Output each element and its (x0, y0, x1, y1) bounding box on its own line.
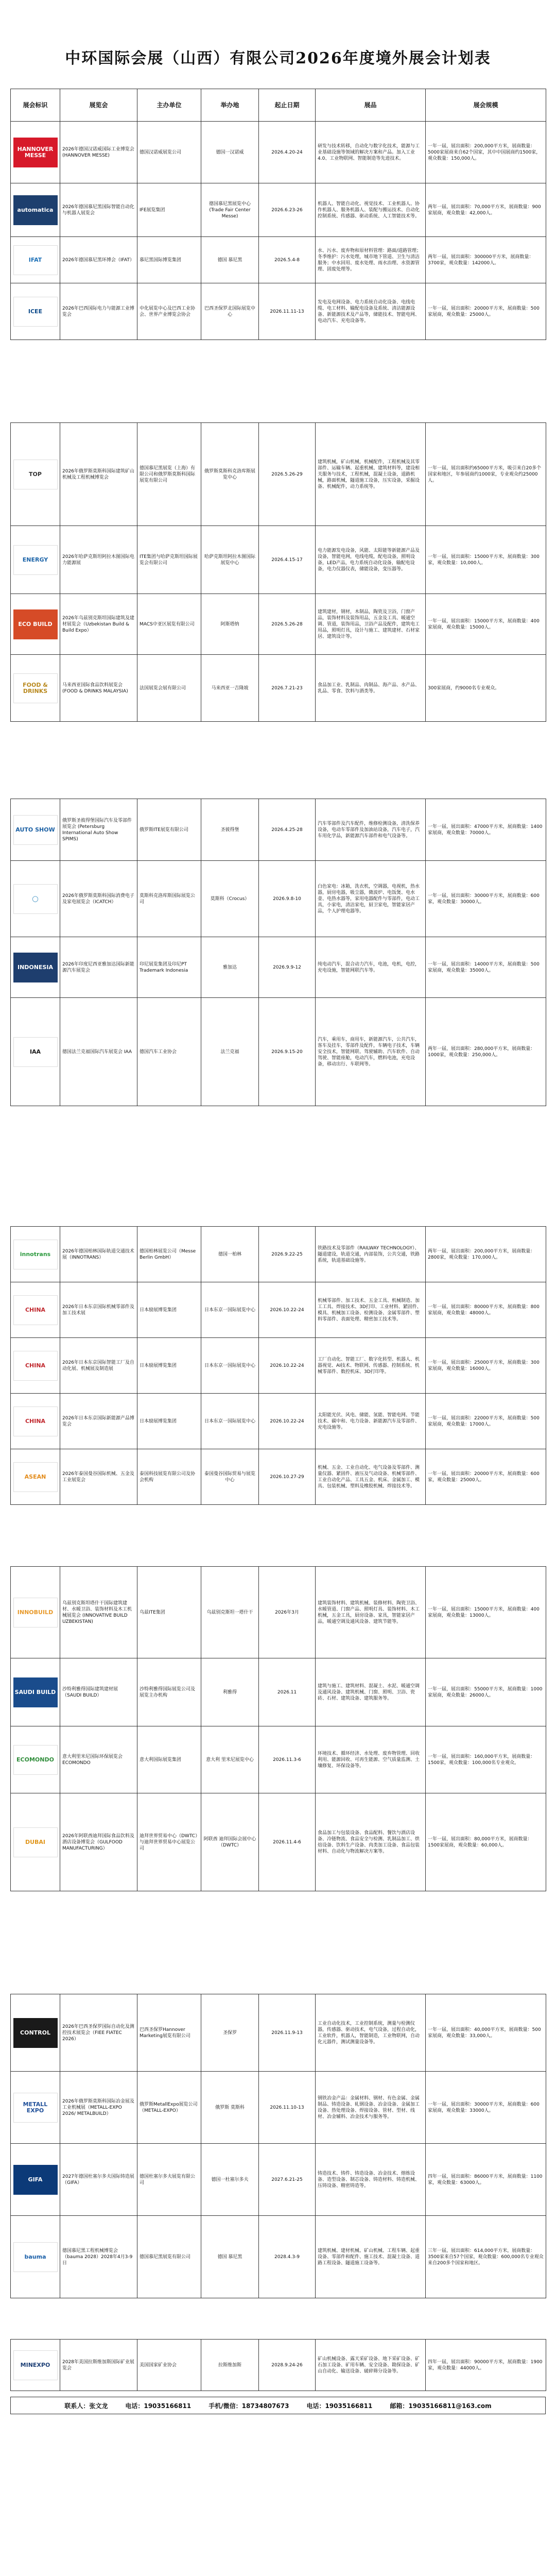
logo-cell (11, 2216, 60, 2298)
header-row (11, 89, 546, 122)
logo-cell (11, 1282, 60, 1338)
table-row (11, 237, 546, 283)
venue-cell: 哈萨克斯坦阿拉木图国际展览中心 (201, 526, 259, 594)
exhibits-cell: 建筑建材，钢材，木制品，陶瓷及卫浴，门窗产品，装饰材料及装饰用品，五金及工具、暖通空调、管道，装饰用品，卫浴产品及配件，建筑电工用品，照明灯具，设计与施工、建筑建材、石材家居、建筑设计等。 (316, 594, 426, 655)
scale-cell: 一年一届，展出面积：20000平方米，展商数量：500家展商，观众数量：25000人。 (426, 283, 546, 340)
scale-cell: 四年一届，展出面积：86000平方米，展商数量：1100家，观众数量：63000人。 (426, 2144, 546, 2216)
dates-cell: 2028.4.3-9 (259, 2216, 316, 2298)
exhibition-logo: ECO BUILD (13, 609, 58, 639)
table-row (11, 2340, 546, 2391)
exhibits-cell: 纯电动汽车，混合动力汽车，电池，电机，电控，充电设施，智能网联汽车等。 (316, 937, 426, 998)
scale-cell: 一年一届，展出面积：47000平方米，展商数量：1400家展商，观众数量：70000人。 (426, 799, 546, 861)
logo-cell (11, 1793, 60, 1891)
dates-cell: 2026.4.15-17 (259, 526, 316, 594)
dates-cell: 2027.6.21-25 (259, 2144, 316, 2216)
table-row (11, 423, 546, 526)
scale-cell: 两年一届，展出面积：300000平方米，展商数量：3700家，观众数量：142000人。 (426, 237, 546, 283)
table-row (11, 2216, 546, 2298)
exhibition-logo: ASEAN (13, 1462, 58, 1492)
exhibits-cell: 发电及电网设备、电力系统自动化设备、电线电缆、电工材料、输配电设备及系统、清洁能源设备、新能源技术及产品等，储能技术、智能电网、电动汽车、充电设备等。 (316, 283, 426, 340)
exhibition-logo: DUBAI (13, 1827, 58, 1857)
dates-cell: 2026.5.26-28 (259, 594, 316, 655)
venue-cell: 日本东京一国际展览中心 (201, 1394, 259, 1449)
exhibition-name-cell: 俄罗斯圣彼得堡国际汽车及零部件展览会 (Petersburg International Auto Show SPIMS) (60, 799, 137, 861)
table-row (11, 1793, 546, 1891)
dates-cell: 2026.11.10-13 (259, 2072, 316, 2144)
exhibition-name-cell: 2026年德国慕尼黑国际智能自动化与机器人展览会 (60, 183, 137, 237)
logo-cell (11, 1449, 60, 1505)
organizer-cell: 乌兹ITE集团 (137, 1567, 201, 1658)
table-row (11, 799, 546, 861)
organizer-cell: 日本励展博览集团 (137, 1338, 201, 1394)
dates-cell: 2026.11.4-6 (259, 1793, 316, 1891)
exhibits-cell: 电力能源发电设备，风能、太阳能等新能源产品及设备，智能电网，电线电缆，配电设备，照明设备，LED产品，电力系统自动化设备，输配电设备，电力仪器仪表，储能设备，变压器等。 (316, 526, 426, 594)
dates-cell: 2026.6.23-26 (259, 183, 316, 237)
table-row (11, 1338, 546, 1394)
exhibits-cell: 食品加工与包装设备、食品配料、餐饮与酒店设备、冷链物流、食品安全与检测、乳制品加工、烘焙设备、饮料生产设备、肉类加工设备、食品包装材料、自动化与物流解决方案等。 (316, 1793, 426, 1891)
dates-cell: 2026.11.3-6 (259, 1726, 316, 1793)
exhibition-logo: bauma (13, 2242, 58, 2272)
table-row (11, 2144, 546, 2216)
scale-cell: 三年一届，展出面积：614,000平方米，展商数量：3500家来自57个国家，观众数量：600,000名专业观众来自200多个国家和地区。 (426, 2216, 546, 2298)
scale-cell: 一年一届，展出面积：25000平方米，展商数量：300家展商，观众数量：16000人。 (426, 1338, 546, 1394)
exhibition-name-cell: 2026年日本东京国际新能源产品博览会 (60, 1394, 137, 1449)
venue-cell: 德国一汉诺威 (201, 122, 259, 183)
scale-cell: 一年一届，展出面积：160,000平方米，展商数量：1500家，观众数量：100,000名专业观众。 (426, 1726, 546, 1793)
exhibits-cell: 机器人、智能自动化、视觉技术、工业机器人、协作机器人、服务机器人、装配与搬运技术、自动化控制系统、传感器、驱动系统、人工智能技术等。 (316, 183, 426, 237)
organizer-cell: IFE展览集团 (137, 183, 201, 237)
exhibits-cell: 汽车零部件及汽车配件，维修检测设备，清洗保养设备，电动车零部件及加油站设备，汽车电子，汽车用化学品，新能源汽车部件和电气设备等。 (316, 799, 426, 861)
organizer-cell: 日本励展博览集团 (137, 1394, 201, 1449)
venue-cell: 莫斯科（Crocus） (201, 861, 259, 937)
venue-cell: 阿斯塔纳 (201, 594, 259, 655)
exhibition-name-cell: 2026年德国汉诺威国际工业博览会(HANNOVER MESSE) (60, 122, 137, 183)
logo-cell (11, 2072, 60, 2144)
page-title: 中环国际会展（山西）有限公司2026年度境外展会计划表 (65, 49, 491, 67)
contact-phone: 电话：19035166811 (125, 2402, 192, 2410)
exhibition-name-cell: 德国法兰克福国际汽车展览会 IAA (60, 998, 137, 1106)
exhibition-name-cell: 乌兹别克斯坦塔什干国际建筑建材、水暖卫浴、装饰材料及木工机械展览会 (INNOVATIVE BUILD UZBEKISTAN) (60, 1567, 137, 1658)
logo-cell (11, 2340, 60, 2391)
exhibits-cell: 工业自动化技术，工业控制系统，测量与检测仪器，传感器、驱动技术，电气设备，过程自动化，工业软件，机器人，智能制造，工业物联网，自动化元器件，测试测量设备等。 (316, 1994, 426, 2072)
exhibition-name-cell: 沙特利雅得国际建筑建材展（SAUDI BUILD） (60, 1658, 137, 1726)
exhibition-name-cell: 马来西亚国际食品饮料展览会 (FOOD & DRINKS MALAYSIA) (60, 655, 137, 722)
column-header: 展会标识 (11, 89, 60, 122)
venue-cell: 泰国曼谷国际贸易与展览中心 (201, 1449, 259, 1505)
dates-cell: 2026.5.26-29 (259, 423, 316, 526)
organizer-cell: 意大利国际展览集团 (137, 1726, 201, 1793)
logo-cell (11, 1994, 60, 2072)
exhibits-cell: 矿山机械设备、露天采矿设备、地下采矿设备、矿石加工设备、矿用车辆、安全设备、勘探设备、矿山自动化、输送设备、破碎筛分设备等。 (316, 2340, 426, 2391)
exhibition-name-cell: 意大利里米尼国际环保展览会 ECOMONDO (60, 1726, 137, 1793)
exhibition-logo: FOOD & DRINKS (13, 673, 58, 703)
dates-cell: 2026.9.9-12 (259, 937, 316, 998)
venue-cell: 巴西圣保罗北国际展览中心 (201, 283, 259, 340)
table-row (11, 122, 546, 183)
scale-cell: 300家展商，约9000名专业观众。 (426, 655, 546, 722)
scale-cell: 一年一届，展出面积：20000平方米，展商数量：600家，观众数量：25000人。 (426, 1449, 546, 1505)
exhibition-table-4 (10, 1226, 546, 1505)
organizer-cell: ITE集团与哈萨克斯坦国际展览会有限公司 (137, 526, 201, 594)
scale-cell: 一年一届，展出面积：40,000平方米，展商数量：500家展商，观众数量：33,000人。 (426, 1994, 546, 2072)
logo-cell (11, 1658, 60, 1726)
table-row (11, 1394, 546, 1449)
exhibition-name-cell: 2026年德国柏林国际轨道交通技术展（INNOTRANS） (60, 1227, 137, 1282)
organizer-cell: 德国汽车工业协会 (137, 998, 201, 1106)
exhibition-logo: AUTO SHOW (13, 815, 58, 845)
organizer-cell: 沙特利雅得国际展览公司及展览主办机构 (137, 1658, 201, 1726)
logo-cell (11, 937, 60, 998)
venue-cell: 雅加达 (201, 937, 259, 998)
dates-cell: 2026.11 (259, 1658, 316, 1726)
table-row (11, 526, 546, 594)
exhibition-logo: SAUDI BUILD (13, 1677, 58, 1707)
venue-cell: 德国 慕尼黑 (201, 2216, 259, 2298)
venue-cell: 圣保罗 (201, 1994, 259, 2072)
exhibits-cell: 环境技术、循环经济、水处理、废弃物管理、回收利用、能源回收、可再生能源、空气质量监测、土壤修复、环保设备等。 (316, 1726, 426, 1793)
exhibits-cell: 食品加工业、乳制品、肉制品、海产品、水产品、乳品、零食、饮料与酒类等。 (316, 655, 426, 722)
scale-cell: 一年一届，展出面积：55000平方米，展商数量：1000家展商，观众数量：26000人。 (426, 1658, 546, 1726)
exhibition-name-cell: 2026年泰国曼谷国际机械、五金及工业展览会 (60, 1449, 137, 1505)
table-row (11, 1282, 546, 1338)
venue-cell: 德国慕尼黑展览中心 (Trade Fair Center Messe) (201, 183, 259, 237)
exhibition-name-cell: 2026年德国慕尼黑环博会（IFAT） (60, 237, 137, 283)
organizer-cell: 德国杜塞尔多夫展览有限公司 (137, 2144, 201, 2216)
organizer-cell: 迪拜世界贸易中心（DWTC）与迪拜世界贸易中心展览公司 (137, 1793, 201, 1891)
venue-cell: 利雅得 (201, 1658, 259, 1726)
dates-cell: 2026.4.20-24 (259, 122, 316, 183)
venue-cell: 意大利 里米尼展览中心 (201, 1726, 259, 1793)
logo-cell (11, 2144, 60, 2216)
exhibition-logo: IAA (13, 1037, 58, 1067)
column-header: 主办单位 (137, 89, 201, 122)
exhibition-logo: ECOMONDO (13, 1745, 58, 1775)
organizer-cell: 印尼展览集团及印尼PT Trademark Indonesia (137, 937, 201, 998)
exhibition-logo: CHINA (13, 1295, 58, 1325)
exhibition-name-cell: 2026年日本东京国际智能工厂及自动化展、机械展及制造展 (60, 1338, 137, 1394)
exhibition-table-6 (10, 1994, 546, 2298)
logo-cell (11, 799, 60, 861)
organizer-cell: 莫斯科克洛库斯国际展览公司 (137, 861, 201, 937)
exhibits-cell: 建筑装饰材料、建筑机械、装修材料、陶瓷卫浴、水暖管道、门窗产品、照明灯具、装饰材料、木工机械，五金工具，厨房设备、家具，智能家居产品，暖通空调及通风设备、建筑节能等。 (316, 1567, 426, 1658)
exhibition-table-5 (10, 1566, 546, 1891)
venue-cell: 俄罗斯莫斯科克洛库斯展览中心 (201, 423, 259, 526)
venue-cell: 日本东京一国际展览中心 (201, 1282, 259, 1338)
exhibition-logo: INDONESIA (13, 953, 58, 982)
organizer-cell: 俄罗斯MetallExpo展览公司（METALL-EXPO） (137, 2072, 201, 2144)
venue-cell: 拉斯维加斯 (201, 2340, 259, 2391)
organizer-cell: 德国慕尼黑展览有限公司 (137, 2216, 201, 2298)
exhibits-cell: 研发与技术转移，自动化与数字化技术，能源与工业基础设施等领域的解决方案和产品。加入工业4.0、工业物联网、智能制造等先进技术。 (316, 122, 426, 183)
table-row (11, 1994, 546, 2072)
exhibits-cell: 白色家电：冰箱，洗衣机，空调器，电视机，热水器，厨房电器，吸尘器，微波炉、电饭煲、电水壶、电热水器等，家用电器配件与零部件，电动工具，小家电，清洁家电，厨卫家电，智能家居产品，个人护理电器等。 (316, 861, 426, 937)
exhibition-table-3 (10, 799, 546, 1106)
exhibition-logo: CHINA (13, 1351, 58, 1381)
contact-email: 邮箱：19035166811@163.com (390, 2402, 492, 2410)
exhibition-table-1 (10, 89, 546, 340)
organizer-cell: 中化展览中心及巴西工业协会、世界产业博览会协会 (137, 283, 201, 340)
organizer-cell: MACS中亚区展览有限公司 (137, 594, 201, 655)
exhibition-logo: ICEE (13, 297, 58, 327)
logo-cell (11, 1567, 60, 1658)
venue-cell: 马来西亚一吉隆坡 (201, 655, 259, 722)
table-row (11, 1726, 546, 1793)
dates-cell: 2026.10.22-24 (259, 1394, 316, 1449)
scale-cell: 一年一届，展出面积：15000平方米，展商数量：300家，观众数量：10,000人。 (426, 526, 546, 594)
exhibits-cell: 机械、五金、工业自动化、电气设备及零部件、测量仪器、紧固件、液压及气动设备、机械零部件、工业自动化产品、工具五金、机床、金属加工、模具、包装机械、塑料及橡胶机械、焊接技术等。 (316, 1449, 426, 1505)
venue-cell: 阿联酋 迪拜国际会展中心（DWTC） (201, 1793, 259, 1891)
logo-cell (11, 237, 60, 283)
exhibits-cell: 太阳能光伏、风电、储能、氢能、智能电网、节能技术、碳中和、电力设备、新能源汽车及零部件、充电设施等。 (316, 1394, 426, 1449)
table-row (11, 1658, 546, 1726)
contact-person: 联系人：张文龙 (64, 2402, 108, 2410)
exhibition-logo: INNOBUILD (13, 1598, 58, 1628)
logo-cell (11, 861, 60, 937)
dates-cell: 2026.7.21-23 (259, 655, 316, 722)
table-row (11, 937, 546, 998)
scale-cell: 一年一届，展出面积：30000平方米，展商数量：600家，观众数量：30000人。 (426, 861, 546, 937)
exhibits-cell: 建筑与施工、建筑材料、混凝土、水泥、暖通空调及通风设备、建筑机械、门窗、照明、卫浴、瓷砖、石材、建筑设备、建筑服务等。 (316, 1658, 426, 1726)
organizer-cell: 巴西圣保罗Hannover Marketing展览有限公司 (137, 1994, 201, 2072)
exhibits-cell: 水、污水、废弃物和原材料管理：路面/道路管理；冬季维护：污水处理，城市地下管道、卫生与清洁服务；中水回用、废水处理、雨水治理、水资源管理、固废处理等。 (316, 237, 426, 283)
dates-cell: 2026.11.9-13 (259, 1994, 316, 2072)
scale-cell: 一年一届，展出面积约65000平方米，吸引来自20多个国家和地区，年参展商约1000家，专业观众约25000人。 (426, 423, 546, 526)
exhibits-cell: 汽车，乘用车，商用车，新能源汽车，公共汽车，客车及挂车，零部件及配件，车辆电子技术，车辆安全技术，智能网联、驾驶辅助、汽车软件、自动驾驶、智能座舱，电动汽车，燃料电池，充电设备，移动出行、车联网等。 (316, 998, 426, 1106)
organizer-cell: 法国展览会展有限公司 (137, 655, 201, 722)
table-row (11, 594, 546, 655)
logo-cell (11, 283, 60, 340)
exhibition-logo: MINEXPO (13, 2350, 58, 2380)
organizer-cell: 德国柏林展览公司（Messe Berlin GmbH） (137, 1227, 201, 1282)
logo-cell (11, 183, 60, 237)
exhibition-name-cell: 2026年俄罗斯莫斯科国际消费电子及家电展览会（ICATCH） (60, 861, 137, 937)
venue-cell: 德国一柏林 (201, 1227, 259, 1282)
table-row (11, 183, 546, 237)
contact-mobile: 手机/微信：18734807673 (208, 2402, 289, 2410)
dates-cell: 2028.9.24-26 (259, 2340, 316, 2391)
dates-cell: 2026.9.15-20 (259, 998, 316, 1106)
scale-cell: 一年一届，展出面积：200,000平方米，展商数量：5000家展商来自62个国家，其中中国展商约1500家，观众数量：150,000人。 (426, 122, 546, 183)
column-header: 举办地 (201, 89, 259, 122)
dates-cell: 2026.4.25-28 (259, 799, 316, 861)
scale-cell: 两年一届，展出面积：70,000平方米，展商数量：900家展商，观众数量：42,000人。 (426, 183, 546, 237)
logo-cell (11, 526, 60, 594)
exhibits-cell: 工厂自动化、智能工厂、数字化转型、机器人、机器视觉、AI技术、物联网、传感器、控制系统、机械零部件、数控机床、3D打印等。 (316, 1338, 426, 1394)
scale-cell: 一年一届，展出面积：15000平方米，展商数量：400家展商，观众数量：15000人。 (426, 594, 546, 655)
table-row (11, 283, 546, 340)
scale-cell: 一年一届，展出面积：80000平方米，展商数量：800家展商，观众数量：48000人。 (426, 1282, 546, 1338)
organizer-cell: 慕尼黑国际博览集团 (137, 237, 201, 283)
exhibition-name-cell: 2027年德国杜塞尔多夫国际铸造展（GIFA） (60, 2144, 137, 2216)
exhibits-cell: 机械零部件、加工技术、五金工具、机械制造、加工工具、焊接技术、3D打印、工业材料、紧固件、模具、机械加工设备、检测设备、金属零部件、塑料零部件、表面处理、精密加工技术等。 (316, 1282, 426, 1338)
column-header: 展会规模 (426, 89, 546, 122)
logo-cell (11, 423, 60, 526)
organizer-cell: 日本励展博览集团 (137, 1282, 201, 1338)
table-row (11, 655, 546, 722)
scale-cell: 一年一届，展出面积：80,000平方米，展商数量：1500家展商，观众数量：60,000人。 (426, 1793, 546, 1891)
logo-cell (11, 122, 60, 183)
exhibition-name-cell: 2026年印度尼西亚雅加达国际新能源汽车展览会 (60, 937, 137, 998)
scale-cell: 四年一届，展出面积：90000平方米，展商数量：1900家，观众数量：44000人。 (426, 2340, 546, 2391)
column-header: 展品 (316, 89, 426, 122)
organizer-cell: 泰国科技展览有限公司及协会机构 (137, 1449, 201, 1505)
organizer-cell: 美国国家矿业协会 (137, 2340, 201, 2391)
exhibition-logo: innotrans (13, 1240, 58, 1269)
organizer-cell: 俄罗斯ITE展览有限公司 (137, 799, 201, 861)
venue-cell: 日本东京一国际展览中心 (201, 1338, 259, 1394)
scale-cell: 一年一届，展出面积：30000平方米，展商数量：600家展商，观众数量：33000人。 (426, 2072, 546, 2144)
dates-cell: 2026.10.22-24 (259, 1338, 316, 1394)
dates-cell: 2026年3月 (259, 1567, 316, 1658)
exhibits-cell: 钢铁冶金产品：金属材料、钢材、有色金属、金属制品、铸造设备、轧钢设备、冶金设备、金属加工设备、热处理设备、焊接设备、管材、型材、线材、冶金辅料、冶金技术与服务等。 (316, 2072, 426, 2144)
dates-cell: 2026.9.22-25 (259, 1227, 316, 1282)
dates-cell: 2026.10.27-29 (259, 1449, 316, 1505)
dates-cell: 2026.9.8-10 (259, 861, 316, 937)
venue-cell: 乌兹别克斯坦一塔什干 (201, 1567, 259, 1658)
scale-cell: 一年一届，展出面积：14000平方米，展商数量：500家展商，观众数量：35000人。 (426, 937, 546, 998)
exhibition-name-cell: 2026年巴西国际电力与能源工业博览会 (60, 283, 137, 340)
logo-cell (11, 655, 60, 722)
logo-cell (11, 1726, 60, 1793)
table-row (11, 998, 546, 1106)
contact-footer (10, 2397, 546, 2414)
exhibition-logo: ◯ (13, 884, 58, 914)
exhibits-cell: 建筑机械、建材机械、矿山机械、工程车辆、起重设备、零部件和配件、施工技术、混凝土设备、道路工程设备、隧道施工设备等。 (316, 2216, 426, 2298)
organizer-cell: 德国汉诺威展览公司 (137, 122, 201, 183)
table-row (11, 2072, 546, 2144)
table-row (11, 1449, 546, 1505)
exhibition-logo: HANNOVER MESSE (13, 138, 58, 167)
table-row (11, 1227, 546, 1282)
table-row (11, 1567, 546, 1658)
organizer-cell: 德国慕尼黑展览（上海）有限公司和俄罗斯莫斯科国际展览有限公司 (137, 423, 201, 526)
exhibition-name-cell: 2028年美国拉斯维加斯国际矿业展览会 (60, 2340, 137, 2391)
exhibition-logo: ENERGY (13, 545, 58, 575)
exhibition-name-cell: 德国慕尼黑工程机械博览会（bauma 2028）2028年4月3-9日 (60, 2216, 137, 2298)
venue-cell: 圣彼得堡 (201, 799, 259, 861)
exhibition-logo: automatica (13, 195, 58, 225)
column-header: 展览会 (60, 89, 137, 122)
exhibition-logo: IFAT (13, 245, 58, 275)
exhibition-logo: GIFA (13, 2165, 58, 2195)
scale-cell: 一年一届，展出面积：22000平方米，展商数量：500家展商，观众数量：17000人。 (426, 1394, 546, 1449)
exhibition-logo: METALL EXPO (13, 2093, 58, 2123)
column-header: 起止日期 (259, 89, 316, 122)
exhibition-name-cell: 2026年巴西圣保罗国际自动化及测控技术展览会（FIEE FIATEC 2026） (60, 1994, 137, 2072)
logo-cell (11, 1338, 60, 1394)
table-row (11, 861, 546, 937)
venue-cell: 德国一杜塞尔多夫 (201, 2144, 259, 2216)
contact-tel: 电话：19035166811 (306, 2402, 373, 2410)
venue-cell: 德国 慕尼黑 (201, 237, 259, 283)
logo-cell (11, 594, 60, 655)
dates-cell: 2026.11.11-13 (259, 283, 316, 340)
exhibits-cell: 建筑机械，矿山机械，机械配件，工程机械及其零部件、运输车辆、起重机械、建筑材料等，建设相关服务与技术，工程机械，混凝土设备，道路机械，路面机械，隧道施工设备，压实设备，采掘设备、机械配件，动力系统等。 (316, 423, 426, 526)
exhibition-name-cell: 2026年日本东京国际机械零部件及加工技术展 (60, 1282, 137, 1338)
exhibition-name-cell: 2026年哈萨克斯坦阿拉木图国际电力能源展 (60, 526, 137, 594)
exhibition-logo: CHINA (13, 1406, 58, 1436)
exhibition-name-cell: 2026年阿联酋迪拜国际食品饮料及酒店设备博览会（GULFOOD MANUFACTURING） (60, 1793, 137, 1891)
exhibition-table-7 (10, 2339, 546, 2391)
venue-cell: 法兰克福 (201, 998, 259, 1106)
logo-cell (11, 1394, 60, 1449)
exhibition-logo: TOP (13, 460, 58, 489)
logo-cell (11, 1227, 60, 1282)
scale-cell: 一年一届，展出面积：15000平方米，展商数量：400家展商，观众数量：13000人。 (426, 1567, 546, 1658)
exhibition-table-2 (10, 422, 546, 722)
exhibition-name-cell: 2026年乌兹别克斯坦国际建筑及建材展览会（Uzbekistan Build & Build Expo） (60, 594, 137, 655)
logo-cell (11, 998, 60, 1106)
dates-cell: 2026.10.22-24 (259, 1282, 316, 1338)
scale-cell: 两年一届，展出面积：280,000平方米，展商数量：1000家，观众数量：250,000人。 (426, 998, 546, 1106)
scale-cell: 两年一届，展出面积：200,000平方米，展商数量：2800家，观众数量：170,000人。 (426, 1227, 546, 1282)
dates-cell: 2026.5.4-8 (259, 237, 316, 283)
exhibition-name-cell: 2026年俄罗斯莫斯科国际建筑矿山机械及工程机械博览会 (60, 423, 137, 526)
exhibition-name-cell: 2026年俄罗斯莫斯科国际冶金展及工业机械展（METALL-EXPO 2026/ METALBUILD） (60, 2072, 137, 2144)
exhibits-cell: 铸造技术、铸件、铸造设备、冶金技术、熔炼设备、造型设备、制芯设备、铸造材料、铸造机械、压铸设备、精密铸造等。 (316, 2144, 426, 2216)
exhibition-logo: CONTROL (13, 2018, 58, 2048)
venue-cell: 俄罗斯 莫斯科 (201, 2072, 259, 2144)
exhibits-cell: 铁路技术及零部件（RAILWAY TECHNOLOGY）、隧道建设，轨道交通，内部装饰，公共交通，铁路系统，轨道基础设施等。 (316, 1227, 426, 1282)
